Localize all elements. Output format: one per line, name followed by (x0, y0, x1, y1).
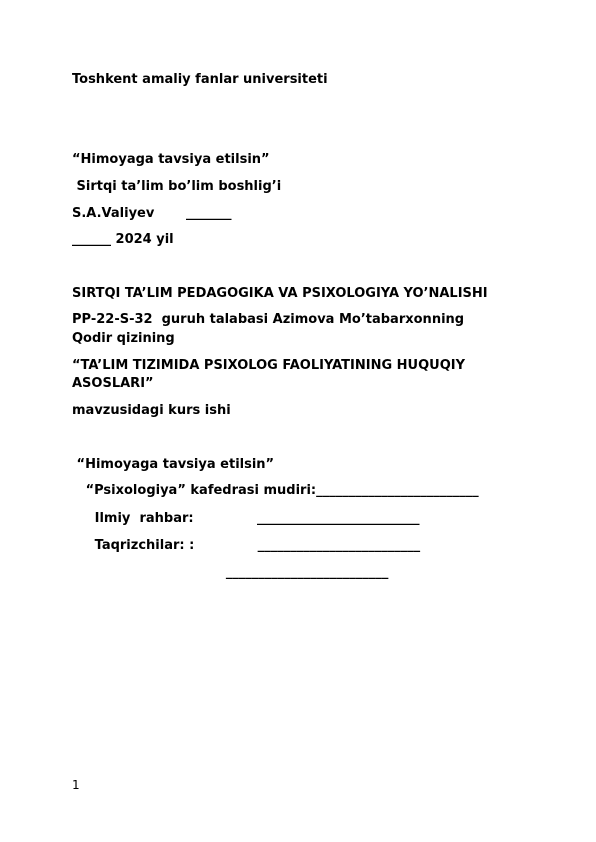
approval-head-name: S.A.Valiyev _______ (72, 206, 232, 221)
defense-title: “Himoyaga tavsiya etilsin” (72, 457, 275, 472)
university-name: Toshkent amaliy fanlar universiteti (72, 72, 328, 87)
approval-title: “Himoyaga tavsiya etilsin” (72, 152, 270, 167)
department-head-line: “Psixologiya” kafedrasi mudiri:_________________________ (72, 483, 479, 498)
approval-year-line: ______ 2024 yil (72, 232, 174, 247)
student-line-2: Qodir qizining (72, 331, 175, 346)
page-number: 1 (72, 778, 80, 792)
work-type: mavzusidagi kurs ishi (72, 403, 231, 418)
approval-position: Sirtqi ta’lim bo’lim boshlig’i (72, 179, 282, 194)
topic-line-2: ASOSLARI” (72, 376, 154, 391)
reviewers-line: Taqrizchilar: : _________________________ (72, 538, 421, 553)
topic-line-1: “TA’LIM TIZIMIDA PSIXOLOG FAOLIYATINING HUQUQIY (72, 358, 466, 373)
direction-title: SIRTQI TA’LIM PEDAGOGIKA VA PSIXOLOGIYA YO’NALISHI (72, 286, 488, 301)
supervisor-line: Ilmiy rahbar: _________________________ (72, 511, 420, 526)
extra-signature-line: _________________________ (72, 565, 389, 580)
student-line-1: PP-22-S-32 guruh talabasi Azimova Mo’tabarxonning (72, 312, 465, 327)
